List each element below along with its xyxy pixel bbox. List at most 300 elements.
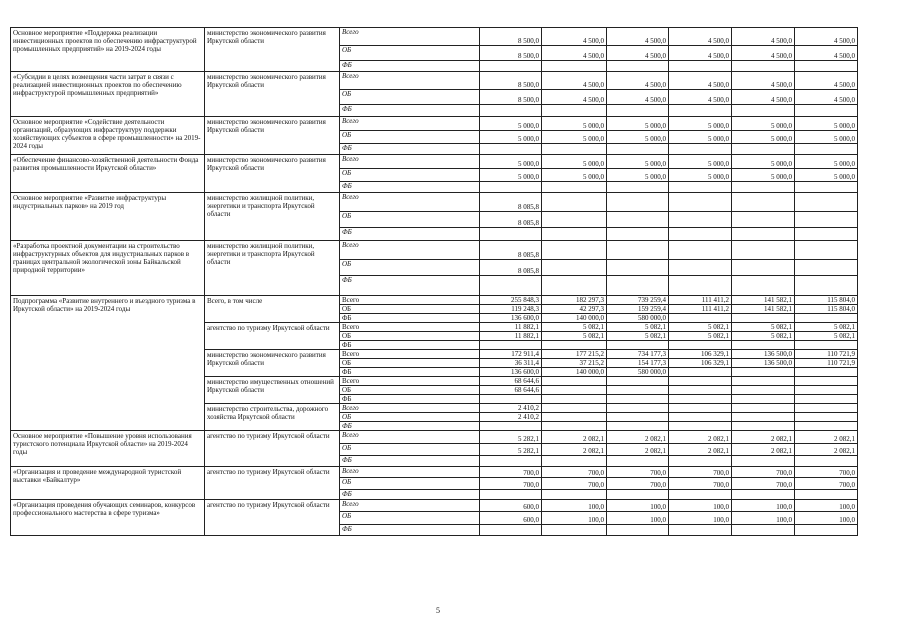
amount-cell: 8 085,8 [480, 241, 542, 260]
amount-cell [795, 377, 858, 386]
amount-cell: 5 000,0 [480, 131, 542, 144]
funding-source-cell: Всего [340, 28, 480, 46]
amount-cell [669, 276, 732, 296]
amount-cell: 2 082,1 [732, 431, 795, 444]
amount-cell [795, 314, 858, 323]
amount-cell [607, 193, 669, 212]
amount-cell: 100,0 [542, 512, 607, 525]
amount-cell: 4 500,0 [669, 72, 732, 90]
amount-cell: 734 177,3 [607, 350, 669, 359]
amount-cell [732, 395, 795, 404]
amount-cell [480, 341, 542, 350]
amount-cell [669, 368, 732, 377]
funding-source-cell: ОБ [340, 131, 480, 144]
amount-cell [480, 422, 542, 431]
table-row [11, 467, 858, 478]
amount-cell [669, 341, 732, 350]
amount-cell [542, 241, 607, 260]
amount-cell [480, 61, 542, 72]
amount-cell [732, 386, 795, 395]
amount-cell [795, 276, 858, 296]
amount-cell [732, 525, 795, 536]
amount-cell [542, 341, 607, 350]
amount-cell: 5 000,0 [542, 169, 607, 182]
amount-cell: 106 329,1 [669, 350, 732, 359]
amount-cell: 700,0 [607, 478, 669, 490]
amount-cell [480, 182, 542, 193]
amount-cell: 5 000,0 [607, 155, 669, 169]
amount-cell: 580 000,0 [607, 368, 669, 377]
amount-cell: 5 082,1 [732, 332, 795, 341]
amount-cell: 700,0 [732, 478, 795, 490]
amount-cell [732, 105, 795, 117]
amount-cell: 2 082,1 [732, 444, 795, 456]
amount-cell [607, 422, 669, 431]
activity-name-cell: «Организация проведения обучающих семинаров, конкурсов профессионального мастерства в сфере туризма» [11, 500, 205, 536]
amount-cell [607, 525, 669, 536]
amount-cell [607, 228, 669, 241]
funding-source-cell: ФБ [340, 341, 480, 350]
amount-cell: 700,0 [480, 478, 542, 490]
amount-cell: 4 500,0 [669, 90, 732, 105]
amount-cell [795, 61, 858, 72]
amount-cell: 37 215,2 [542, 359, 607, 368]
amount-cell: 8 085,8 [480, 260, 542, 276]
amount-cell: 4 500,0 [607, 90, 669, 105]
amount-cell: 8 085,8 [480, 193, 542, 212]
amount-cell: 4 500,0 [795, 46, 858, 61]
amount-cell: 100,0 [795, 512, 858, 525]
amount-cell: 5 000,0 [795, 117, 858, 131]
amount-cell: 8 500,0 [480, 72, 542, 90]
amount-cell: 4 500,0 [669, 46, 732, 61]
amount-cell [732, 413, 795, 422]
amount-cell: 100,0 [732, 500, 795, 512]
amount-cell: 4 500,0 [542, 72, 607, 90]
amount-cell [542, 395, 607, 404]
funding-source-cell: ФБ [340, 395, 480, 404]
amount-cell [669, 456, 732, 467]
funding-source-cell: ФБ [340, 368, 480, 377]
amount-cell [669, 105, 732, 117]
amount-cell [732, 182, 795, 193]
amount-cell: 154 177,3 [607, 359, 669, 368]
amount-cell [542, 193, 607, 212]
amount-cell: 4 500,0 [607, 46, 669, 61]
amount-cell: 5 000,0 [732, 155, 795, 169]
funding-source-cell: ОБ [340, 386, 480, 395]
amount-cell: 100,0 [669, 500, 732, 512]
responsible-executor-cell: министерство экономического развития Иркутской области [205, 350, 340, 377]
amount-cell: 5 000,0 [542, 155, 607, 169]
amount-cell: 5 000,0 [480, 155, 542, 169]
amount-cell [795, 341, 858, 350]
funding-source-cell: ФБ [340, 228, 480, 241]
amount-cell [480, 525, 542, 536]
funding-source-cell: Всего [340, 193, 480, 212]
amount-cell: 700,0 [669, 467, 732, 478]
amount-cell: 5 000,0 [669, 155, 732, 169]
funding-source-cell: Всего [340, 431, 480, 444]
amount-cell [607, 404, 669, 413]
amount-cell [732, 212, 795, 228]
amount-cell [480, 144, 542, 155]
amount-cell: 700,0 [669, 478, 732, 490]
responsible-executor-cell: министерство строительства, дорожного хозяйства Иркутской области [205, 404, 340, 431]
activity-name-cell: «Обеспечение финансово-хозяйственной деятельности Фонда развития промышленности Иркутской области» [11, 155, 205, 193]
amount-cell: 2 410,2 [480, 413, 542, 422]
table-row [11, 241, 858, 260]
amount-cell [732, 314, 795, 323]
amount-cell: 100,0 [542, 500, 607, 512]
page-number: 5 [436, 606, 440, 615]
table-row [11, 28, 858, 46]
amount-cell: 5 082,1 [795, 323, 858, 332]
responsible-executor-cell: министерство экономического развития Иркутской области [205, 72, 340, 117]
funding-source-cell: Всего [340, 117, 480, 131]
activity-name-cell: «Разработка проектной документации на строительство инфраструктурных объектов для индустриальных парков в границах центральной экологической зоны Байкальской природной территории» [11, 241, 205, 296]
amount-cell: 100,0 [795, 500, 858, 512]
amount-cell: 700,0 [732, 467, 795, 478]
amount-cell [607, 260, 669, 276]
amount-cell [795, 422, 858, 431]
amount-cell [795, 404, 858, 413]
amount-cell: 5 082,1 [607, 323, 669, 332]
funding-source-cell: Всего [340, 500, 480, 512]
amount-cell: 700,0 [795, 467, 858, 478]
amount-cell: 136 500,0 [732, 350, 795, 359]
activity-name-cell: «Субсидии в целях возмещения части затрат в связи с реализацией инвестиционных проектов по обеспечению инфраструктурой промышленных предприятий» [11, 72, 205, 117]
amount-cell [607, 212, 669, 228]
amount-cell [607, 395, 669, 404]
amount-cell: 68 644,6 [480, 377, 542, 386]
table-row [11, 193, 858, 212]
amount-cell [795, 193, 858, 212]
activity-name-cell: Основное мероприятие «Поддержка реализации инвестиционных проектов по обеспечению инфраструктурой промышленных предприятий» на 2019-2024 годы [11, 28, 205, 72]
responsible-executor-cell: Всего, в том числе [205, 296, 340, 323]
amount-cell [542, 212, 607, 228]
amount-cell: 600,0 [480, 512, 542, 525]
amount-cell [607, 61, 669, 72]
amount-cell: 140 000,0 [542, 314, 607, 323]
amount-cell [669, 314, 732, 323]
amount-cell: 700,0 [480, 467, 542, 478]
amount-cell [795, 395, 858, 404]
amount-cell: 8 085,8 [480, 212, 542, 228]
amount-cell [480, 228, 542, 241]
amount-cell [669, 228, 732, 241]
funding-source-cell: ФБ [340, 314, 480, 323]
amount-cell [732, 260, 795, 276]
funding-source-cell: Всего [340, 72, 480, 90]
funding-source-cell: Всего [340, 155, 480, 169]
amount-cell [732, 404, 795, 413]
responsible-executor-cell: министерство экономического развития Иркутской области [205, 117, 340, 155]
funding-source-cell: ФБ [340, 422, 480, 431]
amount-cell: 2 082,1 [669, 431, 732, 444]
amount-cell: 5 082,1 [669, 323, 732, 332]
responsible-executor-cell: агентство по туризму Иркутской области [205, 323, 340, 350]
table-row [11, 72, 858, 90]
amount-cell [542, 276, 607, 296]
amount-cell [607, 276, 669, 296]
amount-cell: 700,0 [542, 478, 607, 490]
amount-cell: 5 082,1 [795, 332, 858, 341]
table-row [11, 500, 858, 512]
amount-cell: 8 500,0 [480, 46, 542, 61]
funding-source-cell: ФБ [340, 490, 480, 500]
amount-cell [795, 228, 858, 241]
activity-name-cell: «Организация и проведение международной туристской выставки «Байкалтур» [11, 467, 205, 500]
amount-cell: 5 082,1 [607, 332, 669, 341]
responsible-executor-cell: министерство имущественных отношений Иркутской области [205, 377, 340, 404]
amount-cell: 4 500,0 [607, 28, 669, 46]
amount-cell [669, 422, 732, 431]
funding-source-cell: ФБ [340, 276, 480, 296]
amount-cell [542, 61, 607, 72]
amount-cell: 5 000,0 [607, 117, 669, 131]
amount-cell [607, 105, 669, 117]
amount-cell: 600,0 [480, 500, 542, 512]
amount-cell [607, 490, 669, 500]
amount-cell [542, 422, 607, 431]
amount-cell [669, 182, 732, 193]
amount-cell [542, 404, 607, 413]
amount-cell [607, 182, 669, 193]
amount-cell: 4 500,0 [732, 28, 795, 46]
amount-cell [542, 260, 607, 276]
amount-cell [542, 456, 607, 467]
amount-cell: 2 082,1 [607, 444, 669, 456]
amount-cell: 5 000,0 [480, 117, 542, 131]
funding-source-cell: Всего [340, 377, 480, 386]
amount-cell: 580 000,0 [607, 314, 669, 323]
funding-source-cell: ОБ [340, 444, 480, 456]
funding-source-cell: ФБ [340, 61, 480, 72]
funding-source-cell: ОБ [340, 90, 480, 105]
amount-cell [669, 212, 732, 228]
responsible-executor-cell: министерство жилищной политики, энергетики и транспорта Иркутской области [205, 241, 340, 296]
amount-cell: 42 297,3 [542, 305, 607, 314]
amount-cell: 141 582,1 [732, 305, 795, 314]
funding-source-cell: ОБ [340, 413, 480, 422]
amount-cell [542, 105, 607, 117]
amount-cell: 5 000,0 [732, 117, 795, 131]
amount-cell: 8 500,0 [480, 90, 542, 105]
funding-source-cell: Всего [340, 323, 480, 332]
amount-cell: 8 500,0 [480, 28, 542, 46]
funding-source-cell: ОБ [340, 169, 480, 182]
funding-source-cell: ОБ [340, 46, 480, 61]
amount-cell [732, 368, 795, 377]
amount-cell [732, 241, 795, 260]
amount-cell: 4 500,0 [795, 72, 858, 90]
amount-cell: 5 000,0 [542, 117, 607, 131]
amount-cell: 4 500,0 [732, 46, 795, 61]
amount-cell: 5 000,0 [732, 169, 795, 182]
amount-cell [795, 182, 858, 193]
amount-cell: 4 500,0 [669, 28, 732, 46]
amount-cell [732, 144, 795, 155]
funding-source-cell: Всего [340, 404, 480, 413]
amount-cell: 2 082,1 [669, 444, 732, 456]
amount-cell: 36 311,4 [480, 359, 542, 368]
amount-cell: 172 911,4 [480, 350, 542, 359]
amount-cell: 106 329,1 [669, 359, 732, 368]
funding-source-cell: Всего [340, 241, 480, 260]
funding-source-cell: ОБ [340, 305, 480, 314]
amount-cell: 11 882,1 [480, 323, 542, 332]
amount-cell [480, 490, 542, 500]
responsible-executor-cell: министерство жилищной политики, энергетики и транспорта Иркутской области [205, 193, 340, 241]
amount-cell [607, 413, 669, 422]
amount-cell: 5 082,1 [542, 332, 607, 341]
amount-cell [795, 212, 858, 228]
funding-source-cell: Всего [340, 350, 480, 359]
funding-source-cell: ОБ [340, 512, 480, 525]
amount-cell: 100,0 [607, 512, 669, 525]
funding-source-cell: ОБ [340, 332, 480, 341]
amount-cell [795, 144, 858, 155]
amount-cell: 136 500,0 [732, 359, 795, 368]
funding-source-cell: ФБ [340, 105, 480, 117]
amount-cell: 700,0 [795, 478, 858, 490]
amount-cell [795, 456, 858, 467]
amount-cell: 159 259,4 [607, 305, 669, 314]
funding-source-cell: Всего [340, 467, 480, 478]
funding-source-cell: ФБ [340, 525, 480, 536]
amount-cell [795, 413, 858, 422]
amount-cell: 5 000,0 [795, 155, 858, 169]
amount-cell: 5 000,0 [669, 117, 732, 131]
funding-source-cell: ОБ [340, 260, 480, 276]
amount-cell [669, 61, 732, 72]
amount-cell [732, 377, 795, 386]
amount-cell: 4 500,0 [795, 90, 858, 105]
amount-cell: 100,0 [607, 500, 669, 512]
responsible-executor-cell: агентство по туризму Иркутской области [205, 431, 340, 467]
amount-cell [669, 377, 732, 386]
amount-cell [607, 144, 669, 155]
table-row [11, 155, 858, 169]
amount-cell: 115 804,0 [795, 296, 858, 305]
amount-cell [795, 260, 858, 276]
amount-cell [669, 386, 732, 395]
amount-cell [542, 386, 607, 395]
amount-cell: 110 721,9 [795, 359, 858, 368]
amount-cell: 5 000,0 [542, 131, 607, 144]
amount-cell: 2 082,1 [542, 444, 607, 456]
amount-cell: 5 000,0 [480, 169, 542, 182]
amount-cell: 5 082,1 [669, 332, 732, 341]
table-row [11, 431, 858, 444]
budget-table [10, 27, 858, 536]
amount-cell [607, 386, 669, 395]
table-row [11, 117, 858, 131]
amount-cell [669, 525, 732, 536]
amount-cell [732, 276, 795, 296]
amount-cell [607, 377, 669, 386]
amount-cell [542, 490, 607, 500]
amount-cell [732, 456, 795, 467]
amount-cell [480, 456, 542, 467]
funding-source-cell: ФБ [340, 456, 480, 467]
amount-cell [795, 490, 858, 500]
amount-cell: 5 000,0 [669, 169, 732, 182]
amount-cell: 700,0 [607, 467, 669, 478]
amount-cell [542, 377, 607, 386]
amount-cell [669, 241, 732, 260]
amount-cell: 119 248,3 [480, 305, 542, 314]
amount-cell [607, 341, 669, 350]
table-row [11, 296, 858, 305]
amount-cell [542, 413, 607, 422]
amount-cell [795, 368, 858, 377]
amount-cell: 4 500,0 [607, 72, 669, 90]
amount-cell [542, 144, 607, 155]
funding-source-cell: ФБ [340, 144, 480, 155]
funding-source-cell: ОБ [340, 359, 480, 368]
amount-cell [669, 260, 732, 276]
amount-cell: 115 804,0 [795, 305, 858, 314]
amount-cell: 182 297,3 [542, 296, 607, 305]
amount-cell [480, 395, 542, 404]
activity-name-cell: Подпрограмма «Развитие внутреннего и въездного туризма в Иркутской области» на 2019-2024 годы [11, 296, 205, 431]
amount-cell [795, 241, 858, 260]
amount-cell: 255 848,3 [480, 296, 542, 305]
amount-cell: 110 721,9 [795, 350, 858, 359]
amount-cell: 5 082,1 [542, 323, 607, 332]
amount-cell: 5 000,0 [669, 131, 732, 144]
amount-cell [732, 422, 795, 431]
amount-cell: 2 082,1 [795, 431, 858, 444]
amount-cell: 4 500,0 [795, 28, 858, 46]
amount-cell: 700,0 [542, 467, 607, 478]
responsible-executor-cell: агентство по туризму Иркутской области [205, 500, 340, 536]
amount-cell: 2 082,1 [542, 431, 607, 444]
amount-cell [732, 490, 795, 500]
amount-cell [669, 490, 732, 500]
funding-source-cell: ОБ [340, 212, 480, 228]
amount-cell: 5 282,1 [480, 431, 542, 444]
amount-cell [669, 395, 732, 404]
funding-source-cell: ОБ [340, 478, 480, 490]
amount-cell: 136 600,0 [480, 314, 542, 323]
amount-cell [795, 386, 858, 395]
amount-cell: 100,0 [732, 512, 795, 525]
amount-cell: 177 215,2 [542, 350, 607, 359]
activity-name-cell: Основное мероприятие «Развитие инфраструктуры индустриальных парков» на 2019 год [11, 193, 205, 241]
amount-cell: 4 500,0 [732, 90, 795, 105]
activity-name-cell: Основное мероприятие «Содействие деятельности организаций, образующих инфраструктуру поддержки хозяйствующих субъектов в сфере промышленности» на 2019-2024 годы [11, 117, 205, 155]
amount-cell [542, 525, 607, 536]
amount-cell [542, 228, 607, 241]
amount-cell: 739 259,4 [607, 296, 669, 305]
amount-cell [607, 456, 669, 467]
amount-cell: 5 000,0 [795, 131, 858, 144]
amount-cell: 5 000,0 [607, 169, 669, 182]
amount-cell [732, 341, 795, 350]
funding-source-cell: ФБ [340, 182, 480, 193]
amount-cell: 5 282,1 [480, 444, 542, 456]
amount-cell [795, 105, 858, 117]
activity-name-cell: Основное мероприятие «Повышение уровня использования туристского потенциала Иркутской области» на 2019-2024 годы [11, 431, 205, 467]
responsible-executor-cell: агентство по туризму Иркутской области [205, 467, 340, 500]
amount-cell: 5 082,1 [732, 323, 795, 332]
funding-source-cell: Всего [340, 296, 480, 305]
amount-cell: 2 082,1 [607, 431, 669, 444]
amount-cell [480, 276, 542, 296]
